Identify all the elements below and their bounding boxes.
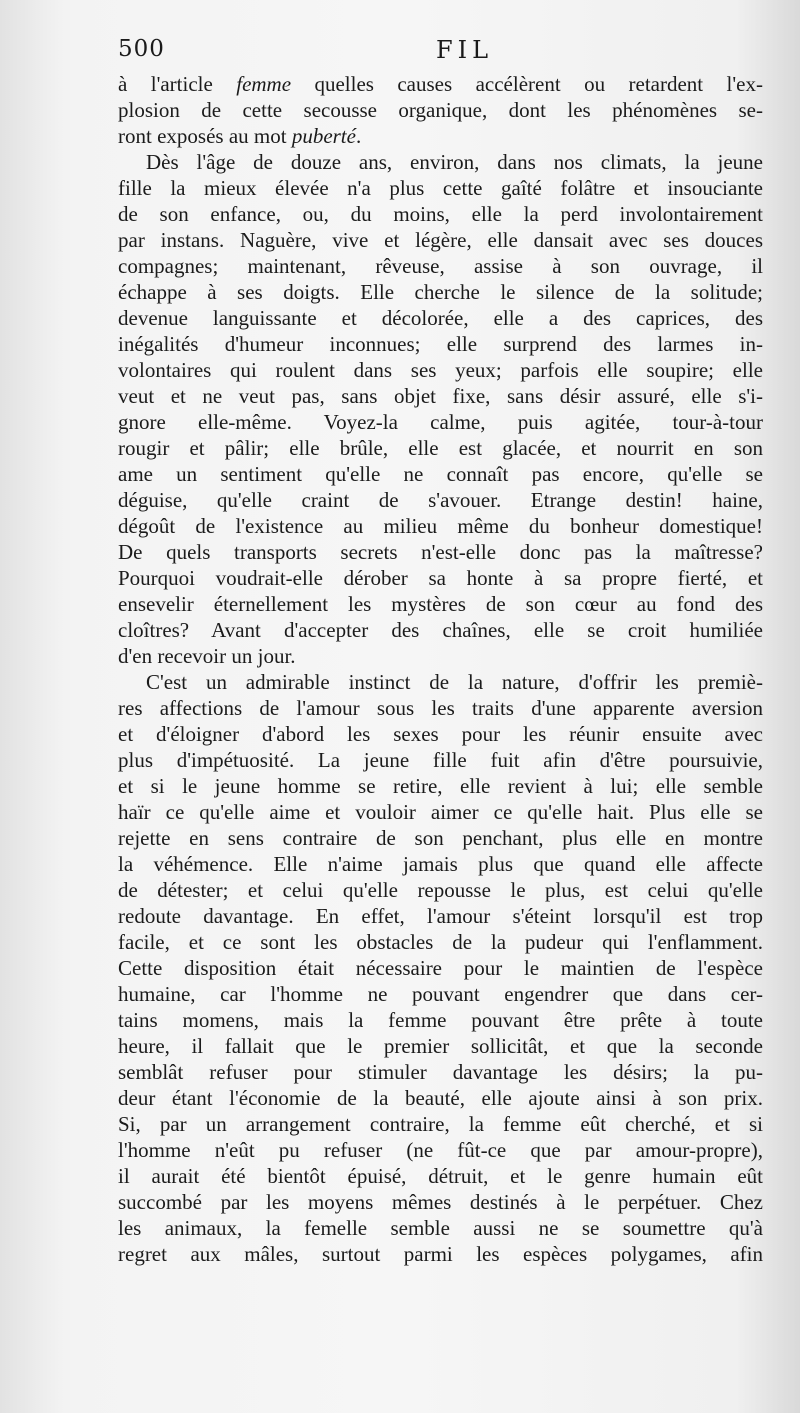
- text-line: res affections de l'amour sous les traits d'une apparente aversion: [118, 696, 763, 720]
- text-line: tains momens, mais la femme pouvant être prête à toute: [118, 1008, 763, 1032]
- text-line: cloîtres? Avant d'accepter des chaînes, elle se croit humiliée: [118, 618, 763, 642]
- text-line: deur étant l'économie de la beauté, elle ajoute ainsi à son prix.: [118, 1086, 763, 1110]
- text-line: et d'éloigner d'abord les sexes pour les réunir ensuite avec: [118, 722, 763, 746]
- text-line: ensevelir éternellement les mystères de son cœur au fond des: [118, 592, 763, 616]
- text-line: redoute davantage. En effet, l'amour s'éteint lorsqu'il est trop: [118, 904, 763, 928]
- text-line: [118, 123, 763, 149]
- text-line: rejette en sens contraire de son penchant, plus elle en montre: [118, 826, 763, 850]
- text-line: Cette disposition était nécessaire pour le maintien de l'espèce: [118, 956, 763, 980]
- text-line: inégalités d'humeur inconnues; elle surprend des larmes in-: [118, 332, 763, 356]
- text-line: l'homme n'eût pu refuser (ne fût-ce que par amour-propre),: [118, 1138, 763, 1162]
- text-line: Pourquoi voudrait-elle dérober sa honte à sa propre fierté, et: [118, 566, 763, 590]
- page-header: [118, 36, 758, 66]
- running-head: FIL: [436, 36, 494, 64]
- text-line: veut et ne veut pas, sans objet fixe, sans désir assuré, elle s'i-: [118, 384, 763, 408]
- text-line: volontaires qui roulent dans ses yeux; parfois elle soupire; elle: [118, 358, 763, 382]
- italic-term: femme: [236, 72, 292, 96]
- text-line: humaine, car l'homme ne pouvant engendrer que dans cer-: [118, 982, 763, 1006]
- text-line: devenue languissante et décolorée, elle a des caprices, des: [118, 306, 763, 330]
- text-line: dégoût de l'existence au milieu même du bonheur domestique!: [118, 514, 763, 538]
- text-line: regret aux mâles, surtout parmi les espèces polygames, afin: [118, 1242, 763, 1266]
- text-line: les animaux, la femelle semble aussi ne se soumettre qu'à: [118, 1216, 763, 1240]
- text-line: ame un sentiment qu'elle ne connaît pas encore, qu'elle se: [118, 462, 763, 486]
- text-line: plus d'impétuosité. La jeune fille fuit afin d'être poursuivie,: [118, 748, 763, 772]
- text-segment: quelles causes accélèrent ou retardent l'ex-: [291, 72, 763, 96]
- text-line: semblât refuser pour stimuler davantage les désirs; la pu-: [118, 1060, 763, 1084]
- text-line: [118, 71, 763, 97]
- text-line: haïr ce qu'elle aime et vouloir aimer ce qu'elle hait. Plus elle se: [118, 800, 763, 824]
- italic-term: puberté: [291, 124, 356, 148]
- text-line: gnore elle-même. Voyez-la calme, puis agitée, tour-à-tour: [118, 410, 763, 434]
- text-line: De quels transports secrets n'est-elle donc pas la maîtresse?: [118, 540, 763, 564]
- text-line: d'en recevoir un jour.: [118, 644, 296, 668]
- text-line: succombé par les moyens mêmes destinés à le perpétuer. Chez: [118, 1190, 763, 1214]
- text-line: de détester; et celui qu'elle repousse le plus, est celui qu'elle: [118, 878, 763, 902]
- page-number: 500: [118, 36, 165, 62]
- text-line: la véhémence. Elle n'aime jamais plus que quand elle affecte: [118, 852, 763, 876]
- text-line: Si, par un arrangement contraire, la femme eût cherché, et si: [118, 1112, 763, 1136]
- text-segment: à l'article: [118, 72, 237, 96]
- text-line: C'est un admirable instinct de la nature, d'offrir les premiè-: [146, 670, 763, 694]
- text-segment: .: [355, 124, 362, 148]
- text-segment: ront exposés au mot: [118, 124, 292, 148]
- text-line: il aurait été bientôt épuisé, détruit, et le genre humain eût: [118, 1164, 763, 1188]
- text-line: par instans. Naguère, vive et légère, elle dansait avec ses douces: [118, 228, 763, 252]
- text-line: de son enfance, ou, du moins, elle la perd involontairement: [118, 202, 763, 226]
- text-line: échappe à ses doigts. Elle cherche le silence de la solitude;: [118, 280, 763, 304]
- text-line: Dès l'âge de douze ans, environ, dans nos climats, la jeune: [146, 150, 763, 174]
- text-line: plosion de cette secousse organique, dont les phénomènes se-: [118, 98, 763, 122]
- text-line: heure, il fallait que le premier sollicitât, et que la seconde: [118, 1034, 763, 1058]
- text-line: déguise, qu'elle craint de s'avouer. Etrange destin! haine,: [118, 488, 763, 512]
- text-line: compagnes; maintenant, rêveuse, assise à son ouvrage, il: [118, 254, 763, 278]
- text-line: facile, et ce sont les obstacles de la pudeur qui l'enflamment.: [118, 930, 763, 954]
- body-text: [118, 71, 763, 1267]
- text-line: rougir et pâlir; elle brûle, elle est glacée, et nourrit en son: [118, 436, 763, 460]
- text-line: et si le jeune homme se retire, elle revient à lui; elle semble: [118, 774, 763, 798]
- text-line: fille la mieux élevée n'a plus cette gaîté folâtre et insouciante: [118, 176, 763, 200]
